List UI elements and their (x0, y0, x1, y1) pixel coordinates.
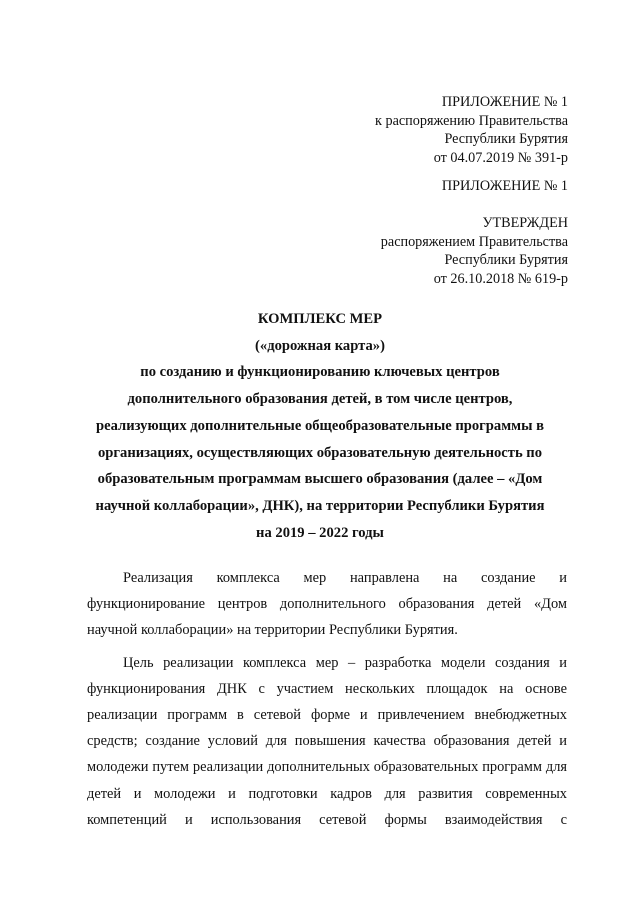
annex-title: ПРИЛОЖЕНИЕ № 1 (441, 178, 568, 194)
paragraph: Цель реализации комплекса мер – разработка модели создания и функционирования ДНК с участием нескольких площадок на основе реализации программ в сетевой форме и привлечением внебюджетных средств; создание условий для повышения качества образования детей и молодежи путем реализации дополнительных образовательных программ для детей и молодежи и подготовки кадров для развития современных компетенций и использования сетевой формы взаимодействия с (87, 654, 567, 828)
annex-ref-line: Республики Бурятия (444, 131, 568, 147)
approval-ref-line: распоряжением Правительства (380, 233, 568, 250)
title-line: организациях, осуществляющих образовательную деятельность по (97, 444, 543, 461)
annex-ref-line: к распоряжению Правительства (375, 112, 568, 129)
title-line: образовательным программам высшего образования (далее – «Дом (97, 471, 543, 488)
paragraph: Реализация комплекса мер направлена на создание и функционирование центров дополнительного образования детей «Дом научной коллаборации» на территории Республики Бурятия. (87, 570, 567, 639)
title-line: на 2019 – 2022 годы (256, 524, 384, 541)
annex-header-original (442, 177, 568, 196)
title-line: («дорожная карта») (255, 337, 385, 354)
annex-title: ПРИЛОЖЕНИЕ № 1 (441, 94, 568, 110)
body-text (87, 565, 567, 833)
approval-block (381, 214, 568, 288)
title-line: реализующих дополнительные общеобразовательные программы в (95, 417, 545, 434)
document-title (60, 306, 580, 546)
title-line: по созданию и функционированию ключевых центров (140, 364, 500, 381)
approved-label: УТВЕРЖДЕН (482, 215, 568, 231)
approval-date-number: от 26.10.2018 № 619-р (433, 270, 568, 287)
annex-date-number: от 04.07.2019 № 391-р (433, 149, 568, 166)
title-line: научной коллаборации», ДНК), на территории Республики Бурятия (95, 497, 545, 514)
approval-ref-line: Республики Бурятия (444, 252, 568, 268)
title-line: дополнительного образования детей, в том числе центров, (127, 391, 513, 408)
annex-header-current (375, 93, 568, 167)
title-line: КОМПЛЕКС МЕР (257, 311, 383, 327)
